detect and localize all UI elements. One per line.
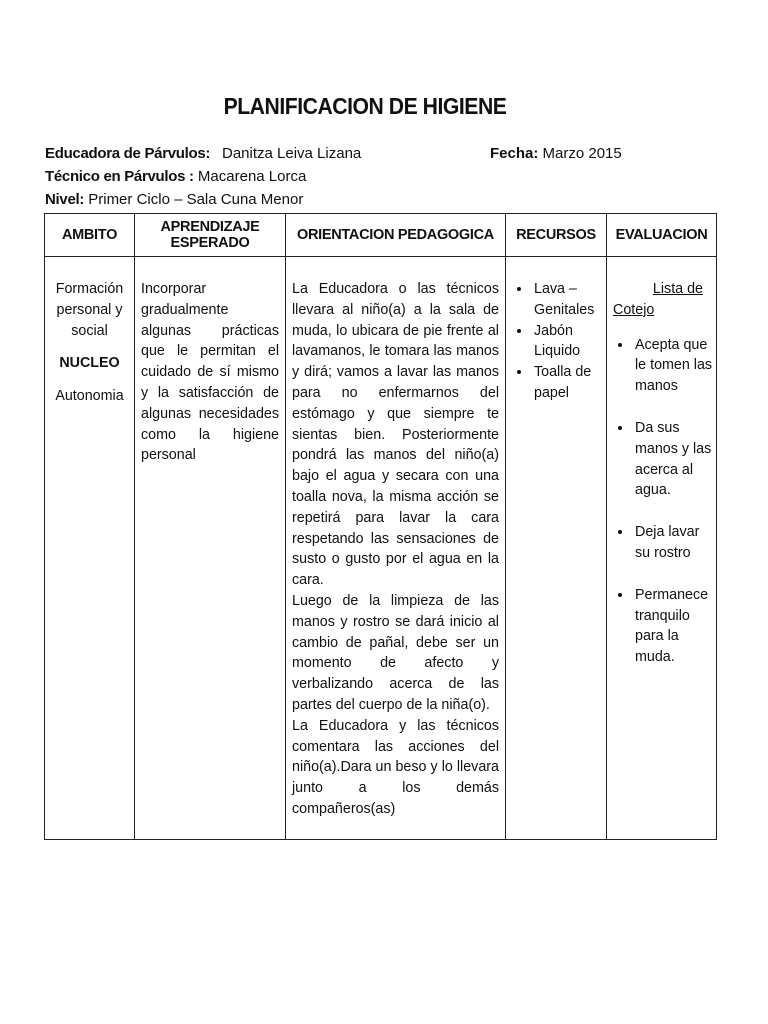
list-item: • Toalla de papel	[532, 362, 604, 404]
educadora-label: Educadora de Párvulos:	[45, 145, 211, 162]
aprendizaje-cell	[135, 257, 286, 840]
list-item: • Deja lavar su rostro	[633, 522, 714, 564]
orientacion-cell	[286, 257, 506, 840]
list-item: • Jabón Liquido	[532, 321, 604, 363]
evaluacion-title-line2: Cotejo	[613, 301, 655, 318]
nivel-label: Nivel:	[45, 191, 85, 208]
list-item: • Lava – Genitales	[532, 279, 604, 321]
header-ambito: AMBITO	[45, 214, 135, 257]
tecnico-value: Macarena Lorca	[197, 168, 307, 185]
fecha-value: Marzo 2015	[542, 145, 622, 162]
tecnico-line	[45, 168, 306, 185]
evaluacion-title-line1: Lista de	[652, 281, 703, 297]
evaluacion-title	[611, 279, 709, 321]
fecha-line	[490, 145, 622, 162]
header-evaluacion: EVALUACION	[607, 214, 717, 257]
table-row	[45, 257, 717, 840]
educadora-line	[45, 145, 362, 162]
recursos-cell	[506, 257, 607, 840]
ambito-text: Formación personal y social	[55, 281, 124, 339]
evaluacion-cell	[607, 257, 717, 840]
page-title: PLANIFICACION DE HIGIENE	[223, 93, 507, 119]
orientacion-paragraph: La Educadora y las técnicos comentara las acciones del niño(a).Dara un beso y lo llevara junto a los demás compañeros(as)	[292, 717, 499, 817]
nivel-line	[45, 191, 303, 208]
header-aprendizaje: APRENDIZAJE ESPERADO	[135, 214, 286, 257]
header-orientacion: ORIENTACION PEDAGOGICA	[286, 214, 506, 257]
nivel-value: Primer Ciclo – Sala Cuna Menor	[88, 191, 304, 208]
recursos-list	[510, 279, 604, 404]
evaluacion-list	[611, 335, 714, 668]
planning-table	[44, 213, 717, 840]
list-item: • Acepta que le tomen las manos	[633, 335, 714, 397]
aprendizaje-text: Incorporar gradualmente algunas prácticas que le permitan el cuidado de sí mismo y la satisfacción de algunas necesidades como la higiene personal	[141, 281, 279, 464]
orientacion-paragraph: La Educadora o las técnicos llevara al niño(a) a la sala de muda, lo ubicara de pie frente al lavamanos, le tomara las manos y dirá; vamos a lavar las manos para no enfermarnos del estómago y que siempre te sientas bien. Posteriormente pondrá las manos del niño(a) bajo el agua y secara con una toalla nova, la misma acción se repetirá para lavar la cara respetando las sensaciones de susto o gusto por el agua en la cara.	[292, 281, 499, 589]
header-recursos: RECURSOS	[506, 214, 607, 257]
nucleo-value: Autonomia	[55, 388, 124, 405]
fecha-label: Fecha:	[490, 145, 539, 162]
list-item: • Da sus manos y las acerca al agua.	[633, 418, 714, 501]
list-item: • Permanece tranquilo para la muda.	[633, 585, 714, 668]
educadora-value: Danitza Leiva Lizana	[222, 145, 362, 162]
ambito-cell	[45, 257, 135, 840]
orientacion-paragraph: Luego de la limpieza de las manos y rostro se dará inicio al cambio de pañal, debe ser un momento de afecto y verbalizando acerca de las partes del cuerpo de la niña(o).	[292, 592, 499, 713]
nucleo-label: NUCLEO	[59, 355, 120, 372]
table-header-row	[45, 214, 717, 257]
tecnico-label: Técnico en Párvulos :	[45, 168, 194, 185]
